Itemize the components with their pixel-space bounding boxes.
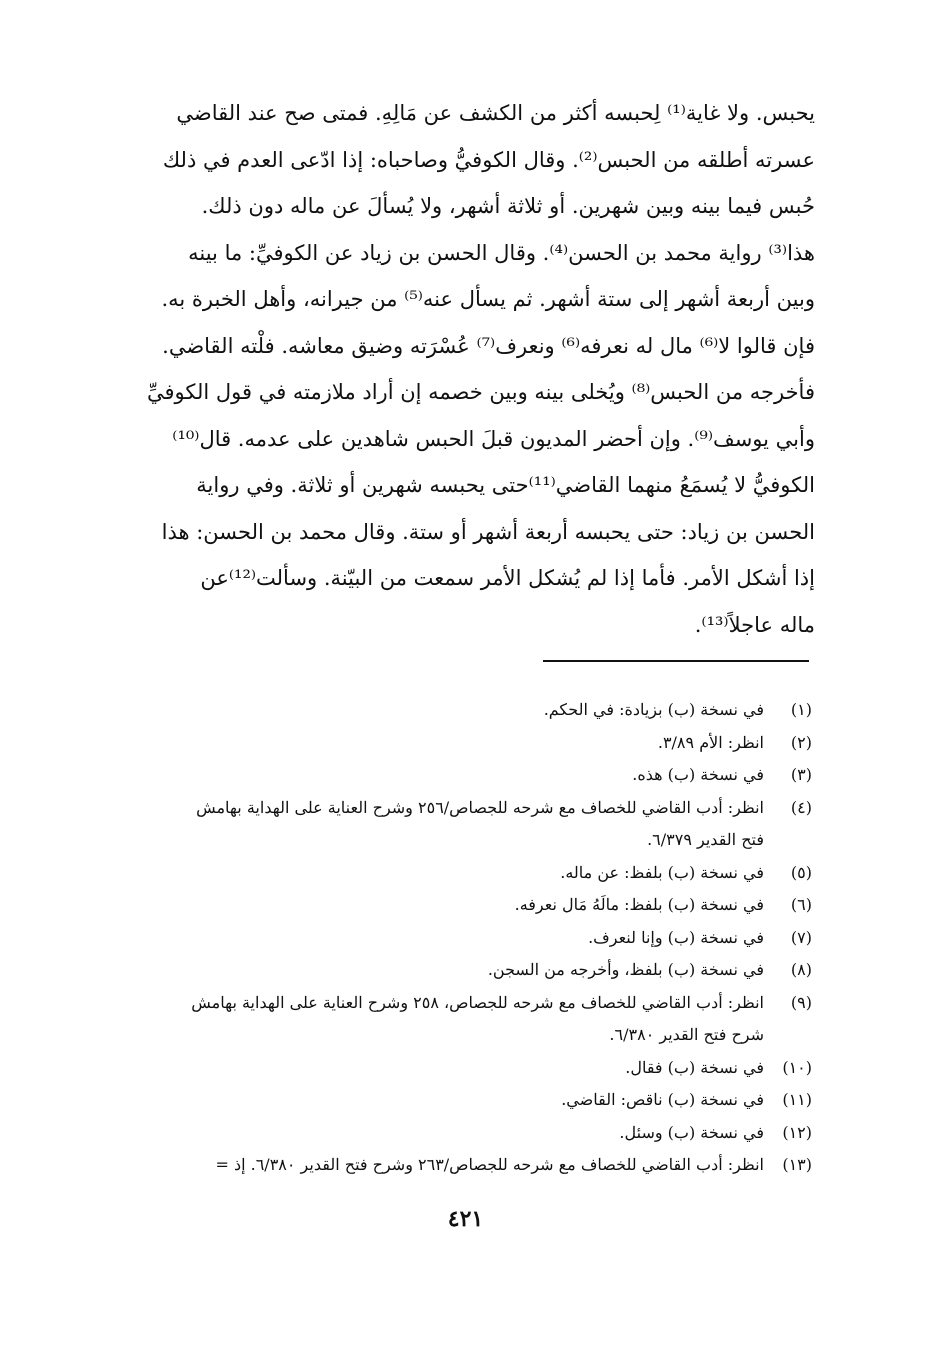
footnote-number: (٢) (790, 732, 812, 752)
footnote-number: (٨) (790, 960, 812, 979)
footnote-number: (١٠) (782, 1057, 812, 1077)
footnote-text (112, 954, 764, 987)
footnote-text (112, 987, 764, 1052)
footnote-text (112, 694, 764, 727)
footnote-line: في نسخة (ب) فقال. (625, 1057, 764, 1077)
footnote-6 (112, 889, 812, 922)
footnote-line: في نسخة (ب) هذه. (632, 765, 764, 784)
footnote-13 (112, 1149, 812, 1182)
footnote-line: انظر: أدب القاضي للخصاف مع شرحه للجصاص/٢٥٦ وشرح العناية على الهداية بهامش (196, 797, 764, 817)
text-line: إذا أشكل الأمر. فأما إذا لم يُشكل الأمر سمعت من البيّنة. وسألت⁽¹²⁾عن (200, 566, 815, 590)
page-number: ٤٢١ (447, 1206, 484, 1232)
footnote-12 (112, 1117, 812, 1150)
footnote-line: في نسخة (ب) بلفظ، وأخرجه من السجن. (487, 960, 764, 979)
text-line: عسرته أطلقه من الحبس⁽²⁾. وقال الكوفيُّ وصاحباه: إذا ادّعى العدم في ذلك (162, 147, 815, 172)
footnote-text (112, 889, 764, 922)
footnote-8 (112, 954, 812, 987)
footnote-text (112, 759, 764, 792)
footnote-7 (112, 922, 812, 955)
footnote-line: انظر: أدب القاضي للخصاف مع شرحه للجصاص/٢٦٣ وشرح فتح القدير ٦/٣٨٠. إذ = (215, 1155, 764, 1174)
footnote-line: في نسخة (ب) ناقص: القاضي. (561, 1090, 764, 1109)
footnote-line: شرح فتح القدير ٦/٣٨٠. (609, 1025, 764, 1044)
footnote-text (112, 857, 764, 890)
text-line: حُبس فيما بينه وبين شهرين. أو ثلاثة أشهر، ولا يُسألَ عن ماله دون ذلك. (201, 194, 815, 218)
footnote-line: في نسخة (ب) بلفظ: عن ماله. (560, 862, 764, 882)
footnote-line: في نسخة (ب) وسئل. (619, 1122, 764, 1142)
text-line: ماله عاجلاً⁽¹³⁾. (694, 612, 815, 637)
footnote-number: (٣) (790, 765, 812, 784)
footnote-number: (٩) (790, 992, 812, 1012)
footnote-text (112, 1084, 764, 1117)
footnote-number: (١١) (782, 1090, 812, 1109)
footnote-separator (543, 660, 809, 662)
footnotes (112, 694, 812, 1182)
footnote-5 (112, 857, 812, 890)
footnote-line: في نسخة (ب) وإنا لنعرف. (588, 927, 764, 947)
footnote-1 (112, 694, 812, 727)
footnote-text (112, 727, 764, 760)
footnote-4 (112, 792, 812, 857)
text-line: فإن قالوا لا⁽⁶⁾ مال له نعرفه⁽⁶⁾ ونعرف⁽⁷⁾ عُسْرَته وضيق معاشه. فلْته القاضي. (162, 333, 815, 358)
text-line: يحبس. ولا غاية⁽¹⁾ لِحبسه أكثر من الكشف عن مَالِهِ. فمتى صح عند القاضي (176, 101, 815, 125)
footnote-text (112, 1052, 764, 1085)
footnote-text (112, 792, 764, 857)
footnote-line: انظر: الأم ٣/٨٩. (657, 732, 764, 752)
footnote-line: في نسخة (ب) بزيادة: في الحكم. (543, 700, 764, 719)
footnote-number: (١٣) (782, 1155, 812, 1174)
footnote-number: (٦) (790, 895, 812, 914)
footnote-number: (١٢) (782, 1122, 812, 1142)
text-line: هذا⁽³⁾ رواية محمد بن الحسن⁽⁴⁾. وقال الحسن بن زياد عن الكوفيِّ: ما بينه (188, 240, 815, 265)
footnote-text (112, 922, 764, 955)
footnote-number: (١) (790, 700, 812, 719)
text-line: وبين أربعة أشهر إلى ستة أشهر. ثم يسأل عنه⁽⁵⁾ من جيرانه، وأهل الخبرة به. (161, 287, 815, 311)
text-line: وأبي يوسف⁽⁹⁾. وإن أحضر المديون قبلَ الحبس شاهدين على عدمه. قال⁽¹⁰⁾ (172, 426, 815, 451)
footnote-line: انظر: أدب القاضي للخصاف مع شرحه للجصاص، ٢٥٨ وشرح العناية على الهداية بهامش (191, 992, 764, 1012)
footnote-number: (٤) (790, 797, 812, 817)
footnote-line: فتح القدير ٦/٣٧٩. (647, 830, 764, 849)
footnote-line: في نسخة (ب) بلفظ: مالَهُ مَال نعرفه. (514, 895, 764, 914)
footnote-11 (112, 1084, 812, 1117)
footnote-text (112, 1117, 764, 1150)
footnote-3 (112, 759, 812, 792)
footnote-9 (112, 987, 812, 1052)
footnote-number: (٧) (790, 927, 812, 947)
footnote-text (112, 1149, 764, 1182)
footnote-2 (112, 727, 812, 760)
footnote-number: (٥) (790, 862, 812, 882)
footnote-10 (112, 1052, 812, 1085)
text-line: الكوفيُّ لا يُسمَعُ منهما القاضي⁽¹¹⁾حتى يحبسه شهرين أو ثلاثة. وفي رواية (196, 473, 815, 497)
text-line: فأخرجه من الحبس⁽⁸⁾ ويُخلى بينه وبين خصمه إن أراد ملازمته في قول الكوفيِّ (147, 380, 815, 404)
text-line: الحسن بن زياد: حتى يحبسه أربعة أشهر أو ستة. وقال محمد بن الحسن: هذا (161, 519, 815, 544)
main-text (110, 90, 815, 648)
